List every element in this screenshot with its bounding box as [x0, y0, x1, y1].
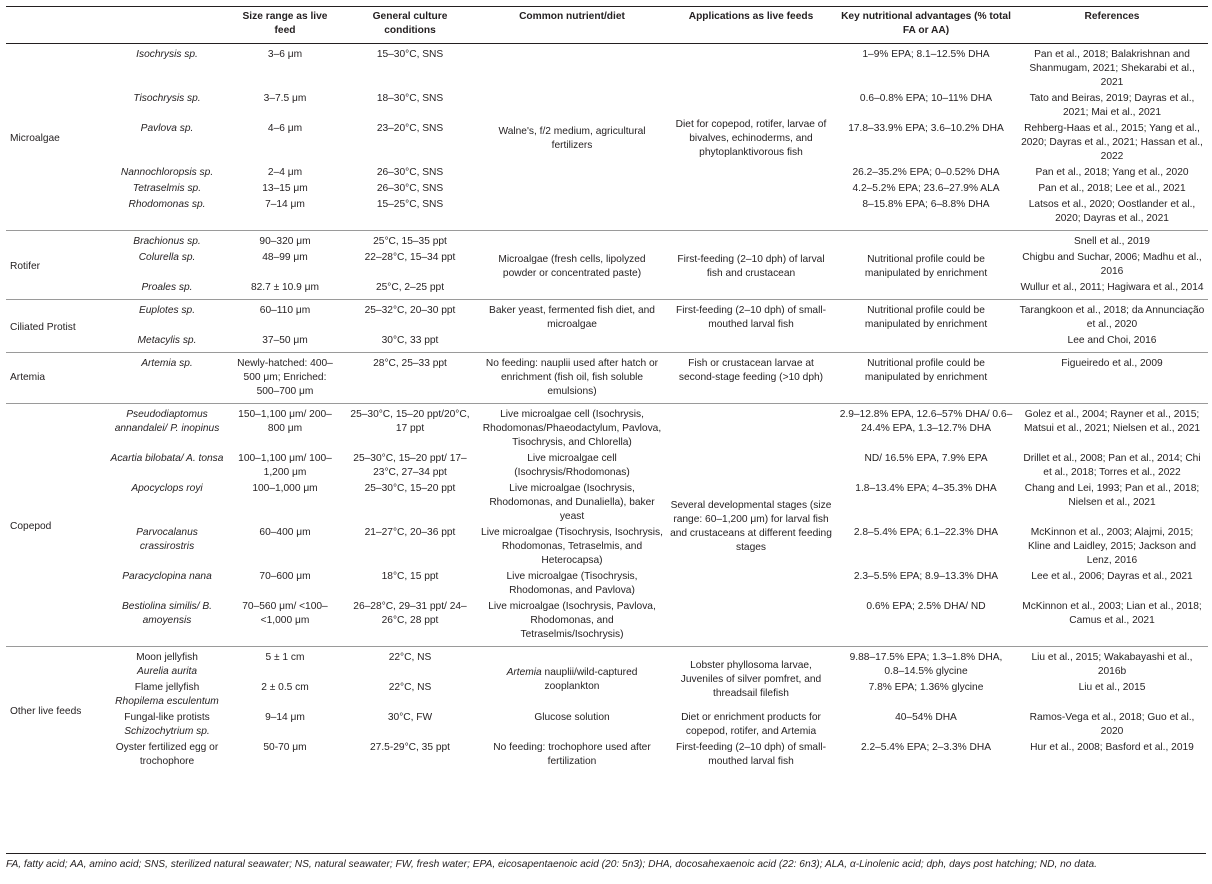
header-group — [6, 7, 106, 44]
culture-cell: 25°C, 2–25 ppt — [375, 282, 445, 293]
size-cell: 82.7 ± 10.9 μm — [250, 282, 320, 293]
references-cell: Rehberg-Haas et al., 2015; Yang et al., 2020; Dayras et al., 2021; Hassan et al., 2022 — [1021, 123, 1203, 162]
diet-cell: Live microalgae cell (Isochrysis, Rhodomonas/Phaeodactylum, Pavlova, Tisochrysis, and Chlorella) — [478, 404, 666, 452]
advantages-cell: 2.8–5.4% EPA; 6.1–22.3% DHA — [853, 527, 999, 538]
culture-cell: 15–25°C, SNS — [376, 199, 444, 210]
references-cell: Pan et al., 2018; Yang et al., 2020 — [1035, 167, 1189, 178]
species-cell: Proales sp. — [141, 282, 193, 293]
advantages-cell: 2.9–12.8% EPA, 12.6–57% DHA/ 0.6–24.4% EPA, 1.3–12.7% DHA — [836, 404, 1016, 452]
size-cell: 2–4 μm — [267, 167, 303, 178]
species-cell — [106, 680, 228, 710]
species-cell: Parvocalanus crassirostris — [136, 527, 198, 552]
culture-cell: 30°C, FW — [387, 712, 433, 723]
culture-cell: 18°C, 15 ppt — [381, 571, 439, 582]
diet-cell: Glucose solution — [534, 712, 610, 723]
table-row — [6, 44, 1208, 92]
size-cell: 70–600 μm — [259, 571, 311, 582]
advantages-cell: 4.2–5.2% EPA; 23.6–27.9% ALA — [852, 183, 1000, 194]
header-species — [106, 7, 228, 44]
diet-cell: Microalgae (fresh cells, lipolyzed powder or concentrated paste) — [478, 231, 666, 300]
diet-artemia-word: Artemia — [506, 667, 542, 678]
live-feed-table — [6, 6, 1208, 773]
references-cell: Golez et al., 2004; Rayner et al., 2015; Matsui et al., 2021; Nielsen et al., 2021 — [1016, 404, 1208, 452]
group-label: Ciliated Protist — [6, 300, 106, 353]
size-cell: 9–14 μm — [265, 712, 305, 723]
references-cell: Lee and Choi, 2016 — [1067, 335, 1157, 346]
common-name: Flame jellyfish — [134, 682, 200, 693]
header-culture: General culture conditions — [342, 7, 478, 44]
size-cell: 70–560 μm/ <100–<1,000 μm — [242, 601, 328, 626]
references-cell: Liu et al., 2015 — [1078, 682, 1146, 693]
table-row — [6, 525, 1208, 569]
applications-cell: First-feeding (2–10 dph) of small-mouthed larval fish — [675, 742, 827, 767]
size-cell: 60–110 μm — [228, 300, 342, 334]
references-cell: Chang and Lei, 1993; Pan et al., 2018; Nielsen et al., 2021 — [1024, 483, 1200, 508]
table-row — [6, 404, 1208, 452]
references-cell: Pan et al., 2018; Lee et al., 2021 — [1038, 183, 1186, 194]
references-cell: Pan et al., 2018; Balakrishnan and Shanmugam, 2021; Shekarabi et al., 2021 — [1016, 44, 1208, 92]
references-cell: Liu et al., 2015; Wakabayashi et al., 2016b — [1016, 647, 1208, 681]
advantages-cell: 1–9% EPA; 8.1–12.5% DHA — [836, 44, 1016, 92]
advantages-cell: 26.2–35.2% EPA; 0–0.52% DHA — [852, 167, 1000, 178]
applications-cell: First-feeding (2–10 dph) of larval fish and crustacean — [666, 231, 836, 300]
references-cell: Tato and Beiras, 2019; Dayras et al., 2021; Mai et al., 2021 — [1029, 93, 1195, 118]
references-cell: Drillet et al., 2008; Pan et al., 2014; Chi et al., 2018; Torres et al., 2022 — [1023, 453, 1201, 478]
references-cell: Ramos-Vega et al., 2018; Guo et al., 2020 — [1029, 712, 1195, 737]
advantages-cell: 0.6–0.8% EPA; 10–11% DHA — [859, 93, 993, 104]
size-cell: 60–400 μm — [259, 527, 311, 538]
species-cell: Paracyclopina nana — [122, 571, 212, 582]
species-cell: Tisochrysis sp. — [133, 93, 201, 104]
diet-cell: Live microalgae (Tisochrysis, Isochrysis, Rhodomonas, Tetraselmis, and Heterocapsa) — [481, 527, 663, 566]
advantages-cell: 2.2–5.4% EPA; 2–3.3% DHA — [860, 742, 992, 753]
advantages-cell: 9.88–17.5% EPA; 1.3–1.8% DHA, 0.8–14.5% glycine — [836, 647, 1016, 681]
group-label: Rotifer — [6, 231, 106, 300]
species-cell: Brachionus sp. — [106, 231, 228, 251]
species-cell: Colurella sp. — [138, 252, 196, 263]
size-cell: Newly-hatched: 400–500 μm; Enriched: 500–700 μm — [228, 353, 342, 404]
table-row — [6, 599, 1208, 647]
size-cell: 48–99 μm — [262, 252, 308, 263]
scientific-name: Aurelia aurita — [136, 666, 198, 677]
diet-cell: No feeding: nauplii used after hatch or enrichment (fish oil, fish soluble emulsions) — [478, 353, 666, 404]
table-row — [6, 710, 1208, 740]
applications-cell: Diet or enrichment products for copepod, rotifer, and Artemia — [681, 712, 821, 737]
species-cell: Euplotes sp. — [106, 300, 228, 334]
diet-cell: Baker yeast, fermented fish diet, and microalgae — [478, 300, 666, 353]
culture-cell: 21–27°C, 20–36 ppt — [364, 527, 456, 538]
species-cell — [106, 710, 228, 740]
species-cell: Nannochloropsis sp. — [120, 167, 214, 178]
advantages-cell: 0.6% EPA; 2.5% DHA/ ND — [866, 601, 986, 612]
size-cell: 100–1,000 μm — [252, 483, 318, 494]
culture-cell: 26–30°C, SNS — [376, 167, 444, 178]
diet-cell: Walne's, f/2 medium, agricultural fertilizers — [478, 44, 666, 231]
group-label: Other live feeds — [6, 647, 106, 774]
header-diet: Common nutrient/diet — [478, 7, 666, 44]
table-row — [6, 740, 1208, 773]
references-cell: McKinnon et al., 2003; Lian et al., 2018; Camus et al., 2021 — [1022, 601, 1202, 626]
size-cell: 100–1,100 μm/ 100–1,200 μm — [238, 453, 332, 478]
header-references: References — [1016, 7, 1208, 44]
references-cell: Lee et al., 2006; Dayras et al., 2021 — [1031, 571, 1193, 582]
applications-cell: Lobster phyllosoma larvae, Juveniles of silver pomfret, and threadsail filefish — [666, 647, 836, 711]
culture-cell: 26–28°C, 29–31 ppt/ 24–26°C, 28 ppt — [353, 601, 467, 626]
table-row — [6, 481, 1208, 525]
references-cell: Latsos et al., 2020; Oostlander et al., 2020; Dayras et al., 2021 — [1028, 199, 1196, 224]
species-cell: Rhodomonas sp. — [128, 199, 206, 210]
diet-cell: Live microalgae cell (Isochrysis/Rhodomonas) — [514, 453, 630, 478]
advantages-cell: 2.3–5.5% EPA; 8.9–13.3% DHA — [853, 571, 999, 582]
group-label: Copepod — [6, 404, 106, 647]
culture-cell: 22°C, NS — [342, 647, 478, 681]
references-cell: Hur et al., 2008; Basford et al., 2019 — [1030, 742, 1194, 753]
size-cell: 4–6 μm — [267, 123, 303, 134]
size-cell: 90–320 μm — [228, 231, 342, 251]
culture-cell: 25–32°C, 20–30 ppt — [342, 300, 478, 334]
culture-cell: 22–28°C, 15–34 ppt — [364, 252, 456, 263]
advantages-cell: 1.8–13.4% EPA; 4–35.3% DHA — [855, 483, 997, 494]
size-cell: 13–15 μm — [262, 183, 308, 194]
size-cell: 3–7.5 μm — [263, 93, 307, 104]
references-cell: Wullur et al., 2011; Hagiwara et al., 2014 — [1020, 282, 1204, 293]
group-label: Microalgae — [6, 44, 106, 231]
applications-cell: Several developmental stages (size range: 60–1,200 μm) for larval fish and crustaceans at different feeding stages — [666, 404, 836, 647]
advantages-cell: 7.8% EPA; 1.36% glycine — [868, 682, 984, 693]
culture-cell: 22°C, NS — [388, 682, 432, 693]
table-row — [6, 569, 1208, 599]
culture-cell: 28°C, 25–33 ppt — [342, 353, 478, 404]
size-cell: 5 ± 1 cm — [228, 647, 342, 681]
species-cell: Pseudodiaptomus annandalei/ P. inopinus — [106, 404, 228, 452]
culture-cell: 25–30°C, 15–20 ppt/20°C, 17 ppt — [342, 404, 478, 452]
diet-cell: Live microalgae (Isochrysis, Pavlova, Rhodomonas, and Tetraselmis/Isochrysis) — [488, 601, 656, 640]
species-cell: Pavlova sp. — [140, 123, 194, 134]
culture-cell: 27.5-29°C, 35 ppt — [370, 742, 450, 753]
culture-cell: 15–30°C, SNS — [342, 44, 478, 92]
references-cell: Snell et al., 2019 — [1016, 231, 1208, 251]
header-size: Size range as live feed — [228, 7, 342, 44]
size-cell: 2 ± 0.5 cm — [261, 682, 309, 693]
table-row — [6, 300, 1208, 334]
size-cell: 7–14 μm — [265, 199, 305, 210]
references-cell: Tarangkoon et al., 2018; da Annunciação et al., 2020 — [1016, 300, 1208, 334]
species-cell — [106, 647, 228, 681]
common-name: Moon jellyfish — [136, 652, 198, 663]
header-advantages: Key nutritional advantages (% total FA or AA) — [836, 7, 1016, 44]
table-row — [6, 451, 1208, 481]
advantages-cell: 40–54% DHA — [895, 712, 957, 723]
group-label: Artemia — [6, 353, 106, 404]
diet-cell: Live microalgae (Tisochrysis, Rhodomonas, and Pavlova) — [506, 571, 638, 596]
culture-cell: 25–30°C, 15–20 ppt/ 17–23°C, 27–34 ppt — [353, 453, 467, 478]
table-row — [6, 647, 1208, 681]
diet-text: nauplii/wild-captured zooplankton — [544, 667, 638, 692]
size-cell: 3–6 μm — [228, 44, 342, 92]
advantages-cell: Nutritional profile could be manipulated by enrichment — [836, 353, 1016, 404]
advantages-cell: 17.8–33.9% EPA; 3.6–10.2% DHA — [848, 123, 1004, 134]
table-row — [6, 353, 1208, 404]
diet-cell: No feeding: trochophore used after fertilization — [493, 742, 651, 767]
applications-cell: Diet for copepod, rotifer, larvae of bivalves, echinoderms, and phytoplanktivorous fish — [666, 44, 836, 231]
culture-cell: 25–30°C, 15–20 ppt — [364, 483, 456, 494]
scientific-name: Rhopilema esculentum — [115, 696, 219, 707]
references-cell: Chigbu and Suchar, 2006; Madhu et al., 2016 — [1022, 252, 1202, 277]
common-name: Fungal-like protists — [124, 712, 210, 723]
header-row — [6, 7, 1208, 44]
size-cell: 37–50 μm — [262, 335, 308, 346]
advantages-cell: Nutritional profile could be manipulated by enrichment — [836, 231, 1016, 300]
diet-cell: Live microalgae (Isochrysis, Rhodomonas, and Dunaliella), baker yeast — [489, 483, 655, 522]
species-cell: Artemia sp. — [106, 353, 228, 404]
species-cell: Acartia bilobata/ A. tonsa — [110, 453, 224, 464]
header-applications: Applications as live feeds — [666, 7, 836, 44]
culture-cell: 25°C, 15–35 ppt — [342, 231, 478, 251]
references-cell: Figueiredo et al., 2009 — [1016, 353, 1208, 404]
species-cell: Isochrysis sp. — [106, 44, 228, 92]
diet-cell — [478, 647, 666, 711]
applications-cell: Fish or crustacean larvae at second-stage feeding (>10 dph) — [666, 353, 836, 404]
size-cell: 150–1,100 μm/ 200–800 μm — [228, 404, 342, 452]
culture-cell: 26–30°C, SNS — [376, 183, 444, 194]
table-row — [6, 231, 1208, 251]
species-cell: Bestiolina similis/ B. amoyensis — [121, 601, 213, 626]
advantages-cell: 8–15.8% EPA; 6–8.8% DHA — [862, 199, 990, 210]
species-cell: Metacylis sp. — [137, 335, 197, 346]
species-cell: Oyster fertilized egg or trochophore — [115, 742, 219, 767]
size-cell: 50-70 μm — [263, 742, 307, 753]
scientific-name: Schizochytrium sp. — [124, 726, 210, 737]
references-cell: McKinnon et al., 2003; Alajmi, 2015; Kline and Laidley, 2015; Jackson and Lenz, 2016 — [1027, 527, 1197, 566]
culture-cell: 23–20°C, SNS — [376, 123, 444, 134]
applications-cell: First-feeding (2–10 dph) of small-mouthed larval fish — [666, 300, 836, 353]
culture-cell: 18–30°C, SNS — [376, 93, 444, 104]
advantages-cell: ND/ 16.5% EPA, 7.9% EPA — [864, 453, 988, 464]
species-cell: Apocyclops royi — [131, 483, 203, 494]
table-footnote: FA, fatty acid; AA, amino acid; SNS, sterilized natural seawater; NS, natural seawater; FW, fresh water; EPA, eicosapentaenoic acid (20: 5n3); DHA, docosahexaenoic acid (22: 6n3); ALA, α-Linolenic acid; dph, days post hatching; ND, no data. — [6, 853, 1206, 871]
culture-cell: 30°C, 33 ppt — [381, 335, 439, 346]
advantages-cell: Nutritional profile could be manipulated by enrichment — [836, 300, 1016, 353]
species-cell: Tetraselmis sp. — [132, 183, 202, 194]
